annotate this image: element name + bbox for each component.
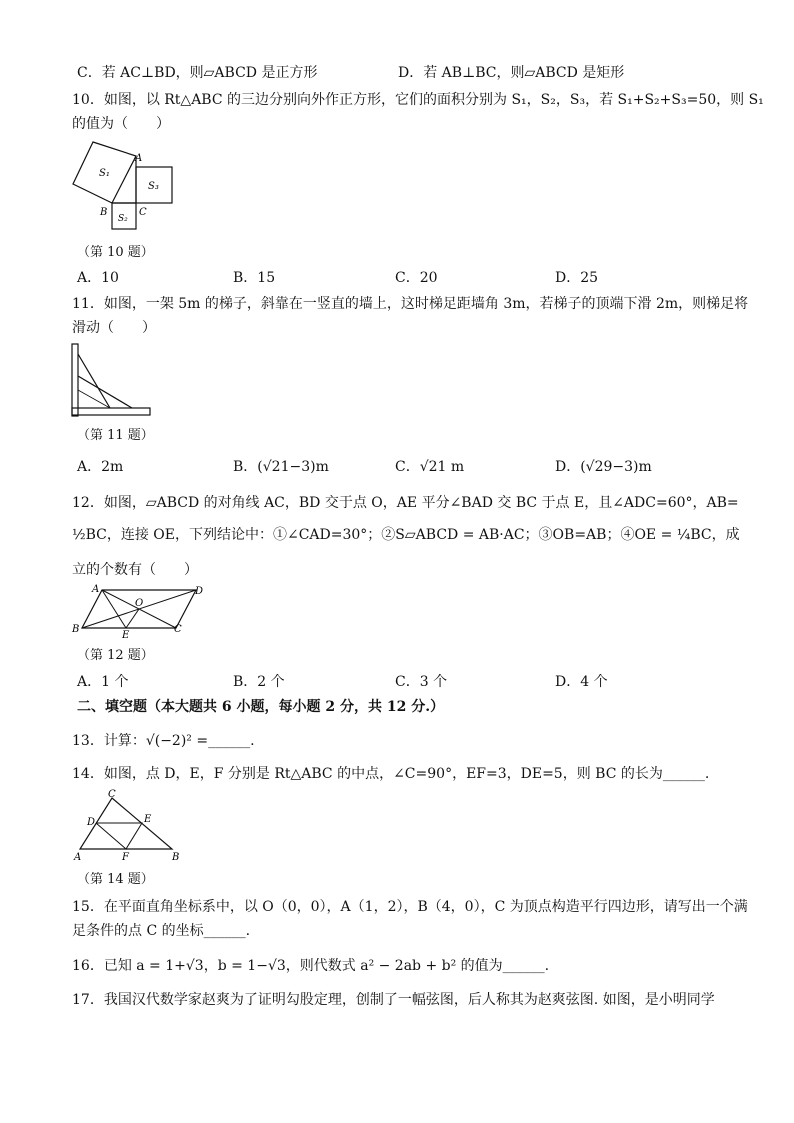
q9-option-c: C．若 AC⊥BD，则▱ABCD 是正方形 [77,65,318,81]
q12-segment-oe [126,609,139,628]
q10-label-s1: S₁ [99,168,110,179]
q10-figure [68,138,180,234]
q10-label-c: C [139,207,147,218]
q12-label-o: O [135,598,144,609]
q11-option-b: B．(√21−3)m [233,459,329,475]
q12-caption: （第 12 题） [77,648,154,663]
q12-label-d: D [195,586,204,597]
q10-label-b: B [100,207,108,218]
q11-stem-line1: 11．如图，一架 5m 的梯子，斜靠在一竖直的墙上，这时梯足距墙角 3m，若梯子的顶端下滑 2m，则梯足将 [72,296,749,312]
q10-stem-line2: 的值为（ ） [72,116,170,132]
q10-option-d: D．25 [555,270,599,286]
q14-label-f: F [122,852,129,863]
q10-option-c: C．20 [395,270,438,286]
q13-text: 13．计算：√(−2)² =______. [72,733,255,749]
q10-label-s2: S₂ [118,214,128,224]
q14-label-b: B [172,852,180,863]
q17-text: 17．我国汉代数学家赵爽为了证明勾股定理，创制了一幅弦图，后人称其为赵爽弦图. 如图，是小明同学 [72,992,715,1008]
q12-option-a: A．1 个 [77,674,129,690]
q15-stem-line2: 足条件的点 C 的坐标______. [72,923,251,939]
q12-label-b: B [72,624,80,635]
section2-title: 二、填空题（本大题共 6 小题，每小题 2 分，共 12 分.） [77,699,445,715]
q12-label-a: A [92,584,100,595]
q10-option-b: B．15 [233,270,276,286]
q12-option-d: D．4 个 [555,674,608,690]
q12-figure [70,582,210,642]
q14-text: 14．如图，点 D，E，F 分别是 Rt△ABC 的中点，∠C=90°，EF=3，DE=5，则 BC 的长为______. [72,766,710,782]
q14-label-c: C [108,789,116,800]
q11-option-a: A．2m [77,459,124,475]
q9-option-d: D．若 AB⊥BC，则▱ABCD 是矩形 [398,65,625,81]
q10-option-a: A．10 [77,270,119,286]
q11-caption: （第 11 题） [77,428,154,443]
q12-stem-line1: 12．如图，▱ABCD 的对角线 AC，BD 交于点 O，AE 平分∠BAD 交 BC 于点 E，且∠ADC=60°，AB= [72,495,739,511]
q14-figure [72,788,184,864]
q14-label-a: A [74,852,82,863]
q11-stem-line2: 滑动（ ） [72,320,156,336]
q15-stem-line1: 15．在平面直角坐标系中，以 O（0，0），A（1，2），B（4，0），C 为顶点构造平行四边形，请写出一个满 [72,899,748,915]
q16-text: 16．已知 a = 1+√3，b = 1−√3，则代数式 a² − 2ab + b² 的值为______. [72,958,550,974]
q12-option-b: B．2 个 [233,674,285,690]
q10-caption: （第 10 题） [77,245,154,260]
q12-stem-line2: ½BC，连接 OE，下列结论中：①∠CAD=30°；②S▱ABCD = AB·AC；③OB=AB；④OE = ¼BC，成 [72,527,740,543]
q10-label-s3: S₃ [148,181,159,192]
q11-figure [70,342,152,418]
q10-label-a: A [135,153,143,164]
q12-stem-line3: 立的个数有（ ） [72,562,198,578]
q11-ladder-after [78,376,132,408]
q14-caption: （第 14 题） [77,872,154,887]
q14-label-e: E [144,814,152,825]
q10-stem-line1: 10．如图，以 Rt△ABC 的三边分别向外作正方形，它们的面积分别为 S₁，S₂，S₃，若 S₁+S₂+S₃=50，则 S₁ [72,92,764,108]
q14-midsegments [96,823,142,849]
q12-label-e: E [122,630,130,641]
q12-label-c: C [174,624,182,635]
q14-label-d: D [87,817,96,828]
q11-option-d: D．(√29−3)m [555,459,652,475]
q11-option-c: C．√21 m [395,459,465,475]
q12-option-c: C．3 个 [395,674,448,690]
q11-ladder-before [78,354,110,408]
